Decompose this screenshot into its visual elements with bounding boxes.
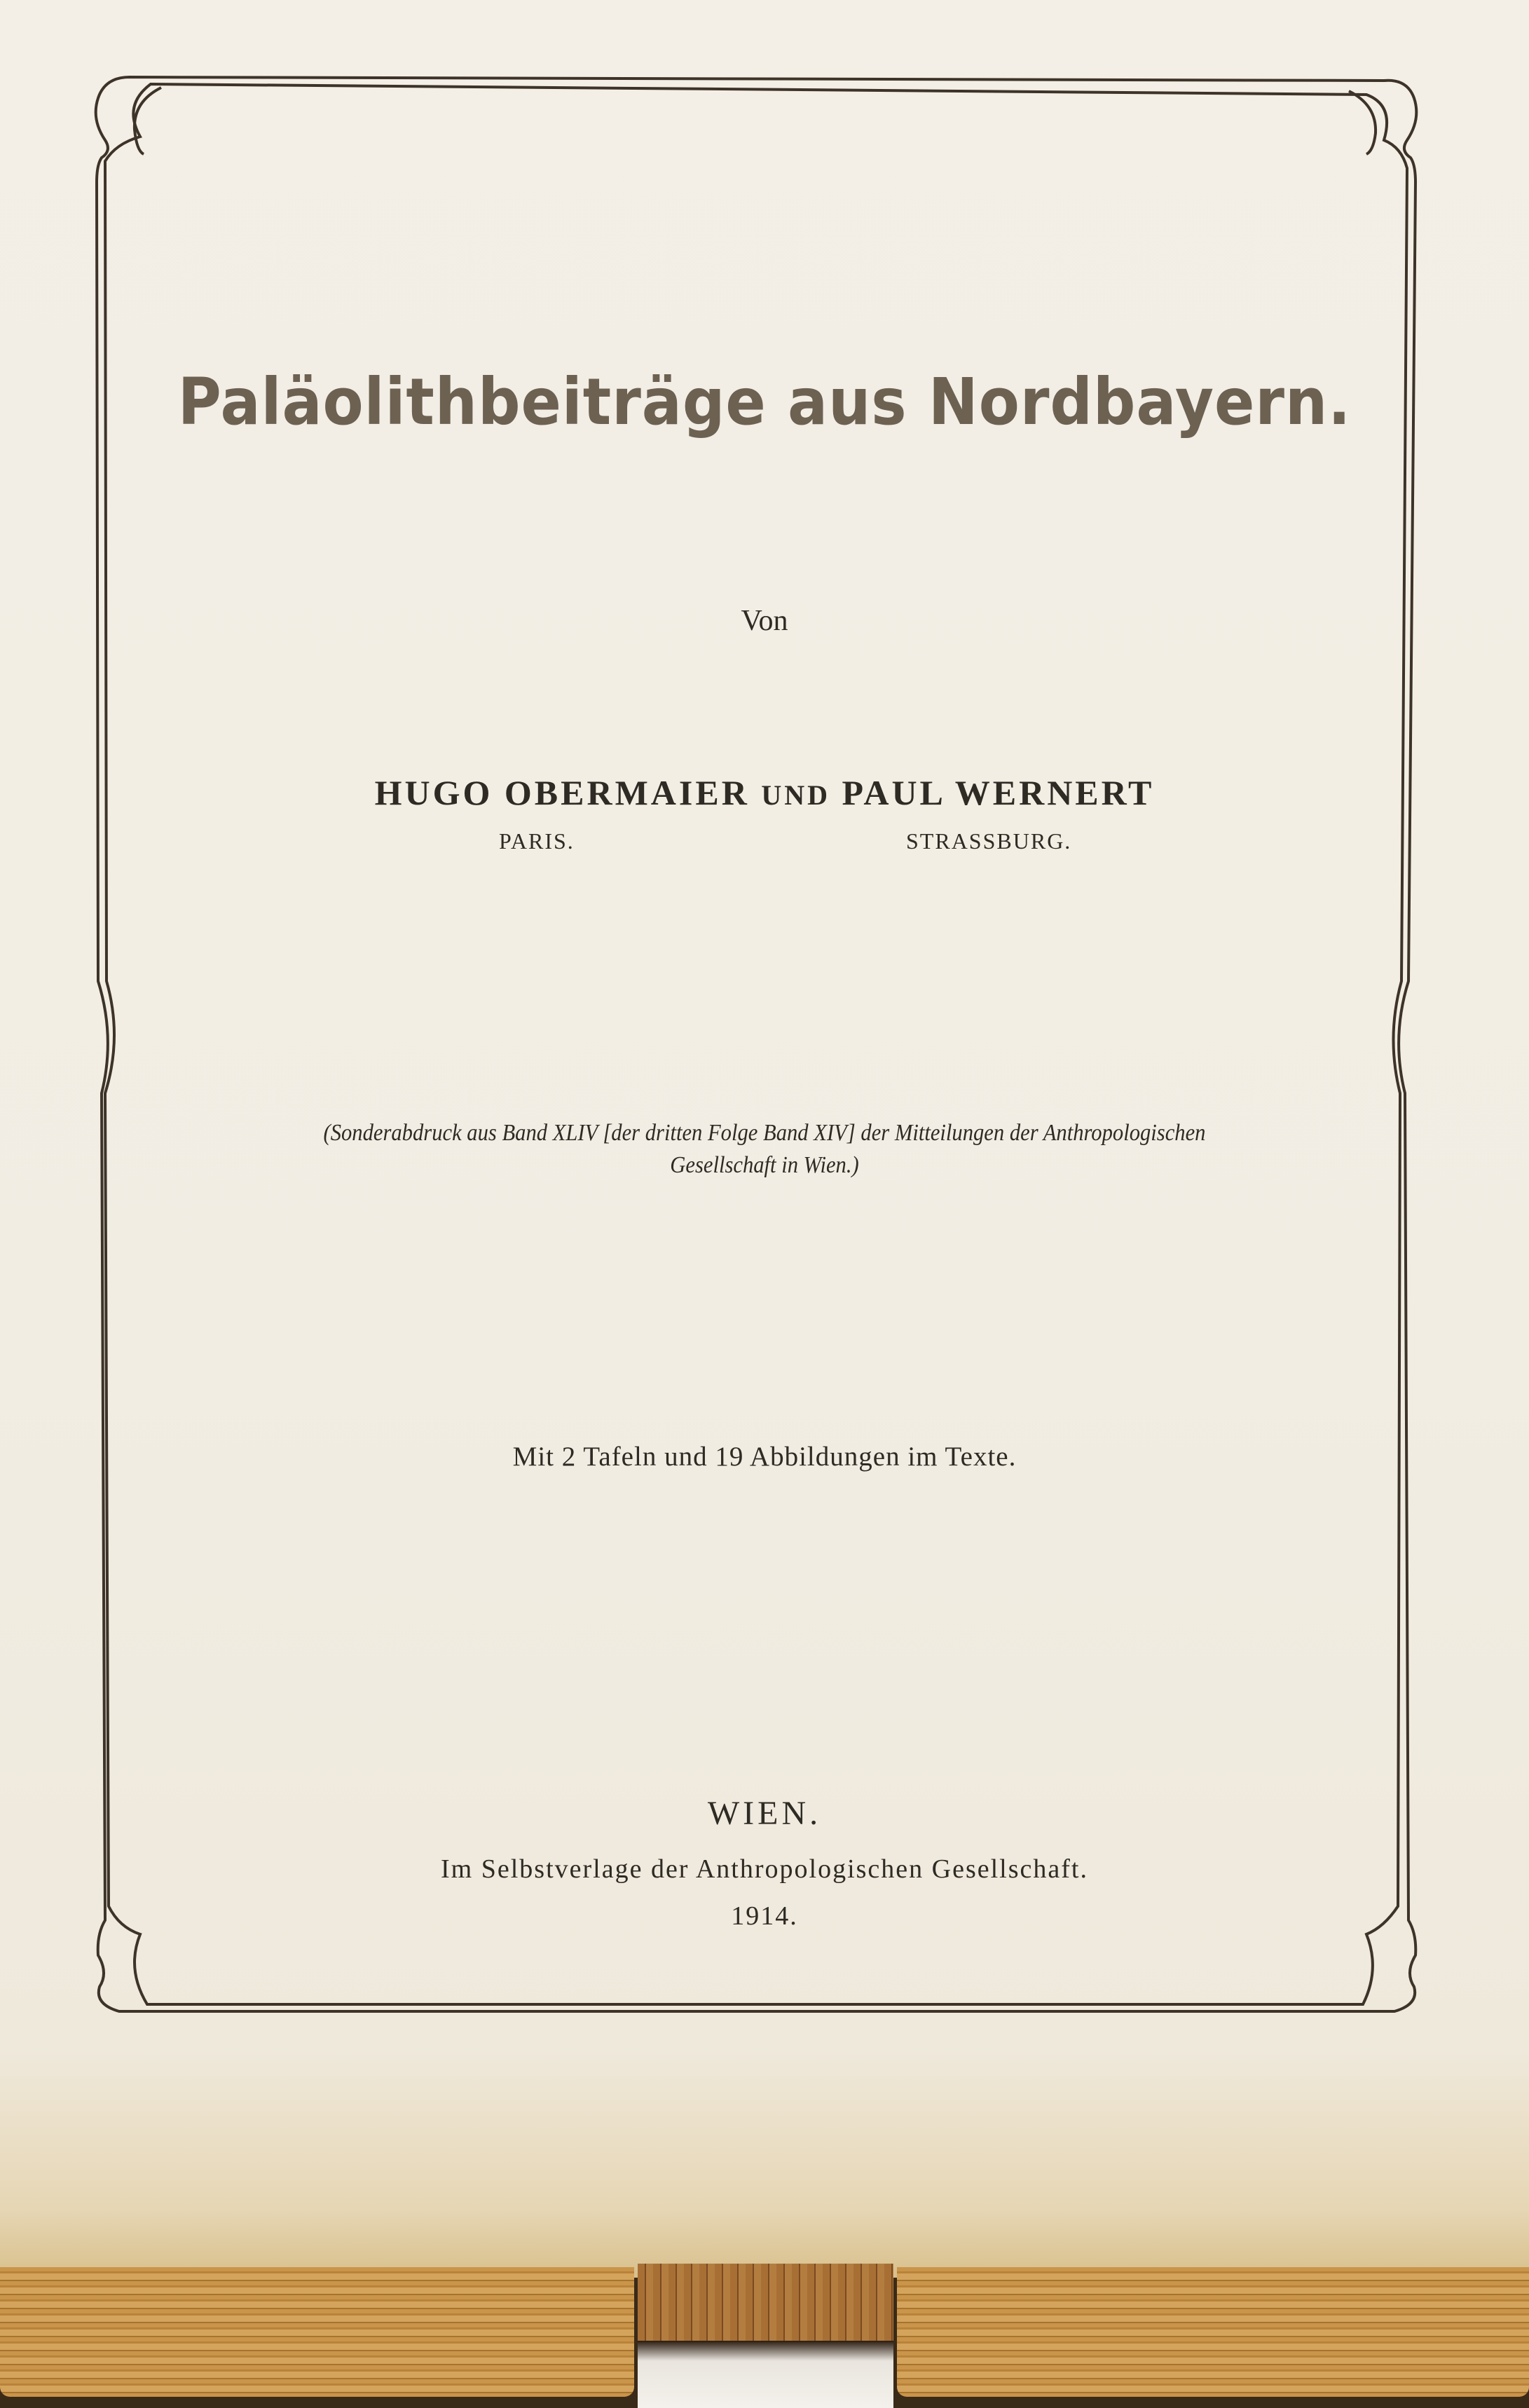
authors [0, 772, 1529, 813]
conjunction: UND [761, 779, 830, 811]
city-paris: PARIS. [499, 828, 575, 854]
publisher: Im Selbstverlage der Anthropologischen Gesellschaft. [441, 1854, 1088, 1884]
reprint-note-line1: (Sonderabdruck aus Band XLIV [der dritten Folge Band XIV] der Mitteilungen der Anthropologischen [323, 1120, 1206, 1146]
gap [638, 2341, 893, 2408]
wood-block-right [897, 2267, 1529, 2397]
illustrations-note: Mit 2 Tafeln und 19 Abbildungen im Texte. [512, 1442, 1017, 1472]
publication-place: WIEN. [707, 1795, 822, 1832]
book-spine-edge [638, 2264, 893, 2341]
author-wernert: PAUL WERNERT [842, 773, 1155, 812]
reprint-note-line2: Gesellschaft in Wien.) [670, 1152, 859, 1178]
author-obermaier: HUGO OBERMAIER [374, 773, 750, 812]
book-title: Paläolithbeiträge aus Nordbayern. [177, 364, 1352, 439]
wood-block-left [0, 2267, 634, 2397]
by-label: Von [741, 605, 788, 637]
city-strassburg: STRASSBURG. [906, 828, 1072, 854]
publication-year: 1914. [731, 1901, 798, 1931]
